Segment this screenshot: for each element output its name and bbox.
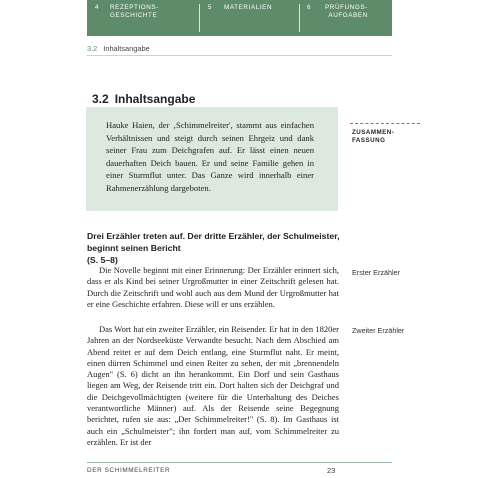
tab-label: MATERIALIEN	[224, 4, 273, 11]
page-number: 23	[327, 466, 336, 475]
tab-number: 4	[95, 4, 100, 11]
subsection-title: Drei Erzähler treten auf. Der dritte Erzähler, der Schulmeister, beginnt seinen Bericht	[87, 231, 340, 253]
tab-materialien[interactable]	[208, 4, 298, 34]
tab-divider	[299, 4, 300, 32]
summary-text: Hauke Haien, der ‚Schimmelreiter', stammt aus einfachen Verhältnissen und steigt durch seinen Ehrgeiz und dank seiner Frau zum Deichgrafen auf. Er lässt einen neuen dauerhaften Deich bauen. Er und seine Familie gehen in einer Sturmflut unter. Das Ganze wird innerhalb einer Rahmenerzählung dargeboten.	[106, 120, 314, 193]
section-title: Inhaltsangabe	[114, 92, 196, 106]
page-reference: (S. 5–8)	[87, 255, 118, 265]
breadcrumb-section: 3.2	[87, 44, 98, 53]
margin-note: Zweiter Erzähler	[352, 326, 405, 335]
tab-label: PRÜFUNGS- AUFGABEN	[325, 4, 368, 19]
paragraph-text: Die Novelle beginnt mit einer Erinnerung: Der Erzähler erinnert sich, dass er als Kind bei seiner Urgroßmutter in einer Zeitschrift gelesen hat. Durch die Zeitschrift und wohl auch aus dem Mund der Urgroßmutter hat er eine Geschichte erfahren. Diese will er uns erzählen.	[87, 265, 339, 309]
tab-divider	[199, 4, 200, 32]
tab-pruefungsaufgaben[interactable]	[307, 4, 389, 34]
body-paragraph	[87, 265, 339, 310]
tab-number: 5	[208, 4, 213, 11]
section-number: 3.2	[92, 92, 109, 106]
breadcrumb-title: Inhaltsangabe	[103, 44, 150, 53]
paragraph-text: Das Wort hat ein zweiter Erzähler, ein Reisender. Er hat in den 1820er Jahren an der Nordseeküste Verwandte besucht. Nach dem Abschied am Abend reitet er auf dem Deich entlang, eine Sturmflut naht. Er meint, einen dürren Schimmel und einen Reiter zu sehen, der mit „brennendeln Augen" (S. 6) dicht an ihn herankommt. Ein Dorf und sein Gasthaus liegen am Weg, der Reisende tritt ein. Dort halten sich der Deichgraf und die Deichgevollmächtigten (weitere für die Unterhaltung des Deiches verantwortliche Männer) auf. Als der Reisende seine Begegnung berichtet, rufen sie aus: „Der Schimmelreiter!" (S. 8). Im Gasthaus ist auch ein „Schulmeister"; ihn fordert man auf, vom Schimmelreiter zu erzählen. Er ist der	[87, 324, 339, 447]
subsection-heading	[87, 230, 347, 266]
body-paragraph	[87, 324, 339, 448]
margin-divider	[350, 123, 420, 124]
breadcrumb-divider	[87, 55, 392, 56]
tab-rezeptionsgeschichte[interactable]	[95, 4, 190, 34]
summary-box	[86, 107, 338, 211]
summary-margin-label: ZUSAMMEN- FASSUNG	[352, 129, 395, 145]
tab-number: 6	[307, 4, 312, 11]
margin-note: Erster Erzähler	[352, 268, 400, 277]
chapter-navigation	[87, 0, 392, 36]
tab-label: REZEPTIONS- GESCHICHTE	[110, 4, 159, 19]
breadcrumb	[87, 44, 150, 53]
page-title	[92, 92, 195, 106]
footer-divider	[87, 462, 392, 463]
footer-book-title: DER SCHIMMELREITER	[87, 467, 171, 474]
